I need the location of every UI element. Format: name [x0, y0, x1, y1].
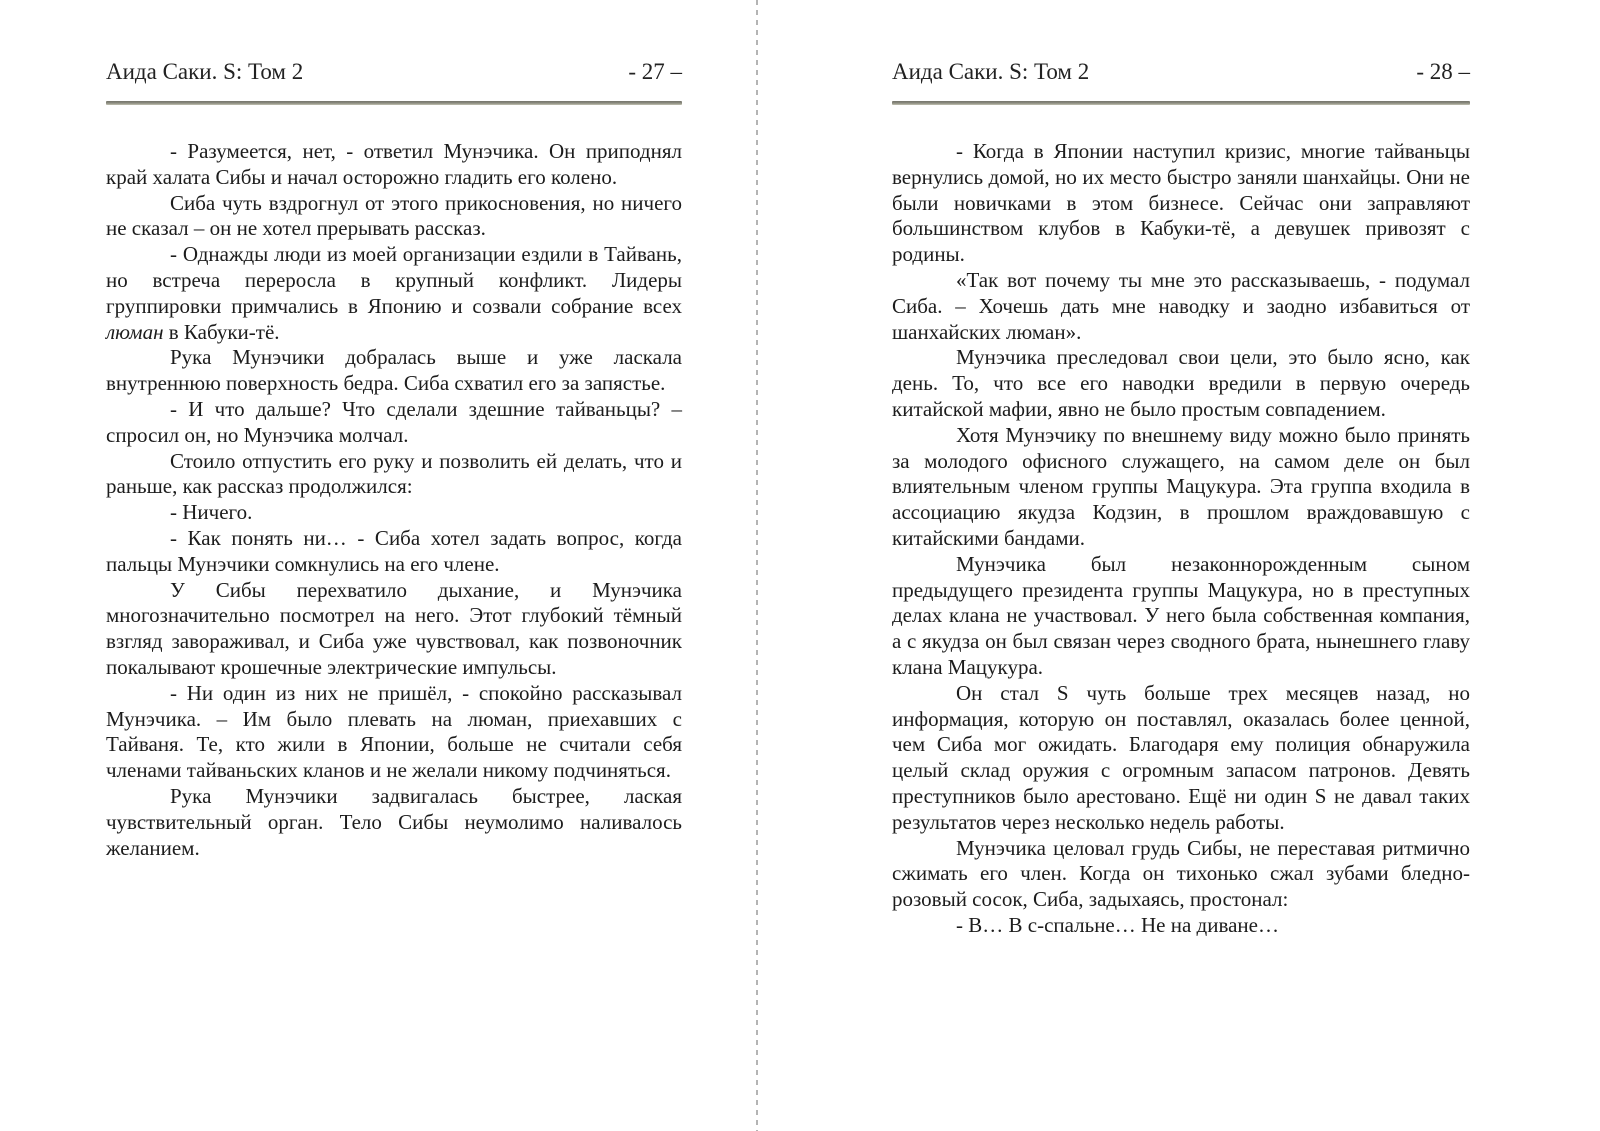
page-28 [892, 0, 1470, 939]
italic-term: люман [106, 319, 164, 344]
paragraph [106, 242, 682, 345]
text-segment: Рука Мунэчики задвигалась быстрее, лаская чувствительный орган. Тело Сибы неумолимо наливалось желанием. [106, 783, 682, 860]
paragraph [106, 681, 682, 784]
page-header [892, 0, 1470, 86]
page-header [106, 0, 682, 86]
page-27 [106, 0, 682, 861]
paragraph [106, 526, 682, 578]
paragraph [106, 500, 682, 526]
paragraph [892, 139, 1470, 268]
paragraph [892, 836, 1470, 913]
paragraph [106, 191, 682, 243]
text-segment: Мунэчика целовал грудь Сибы, не переставая ритмично сжимать его член. Когда он тихонько сжал зубами бледно-розовый сосок, Сиба, задыхаясь, простонал: [892, 835, 1470, 912]
page-number: - 27 – [628, 59, 682, 84]
paragraph [106, 397, 682, 449]
text-segment: Он стал S чуть больше трех месяцев назад, но информация, которую он поставлял, оказалась более ценной, чем Сиба мог ожидать. Благодаря ему полиция обнаружила целый склад оружия с огромным запасом патронов. Девять преступников было арестовано. Ещё ни один S не давал таких результатов через несколько недель работы. [892, 680, 1470, 834]
paragraph [892, 345, 1470, 422]
text-segment: - Ничего. [170, 500, 253, 525]
book-title: Аида Саки. S: Том 2 [106, 59, 304, 84]
text-segment: - Разумеется, нет, - ответил Мунэчика. Он приподнял край халата Сибы и начал осторожно гладить его колено. [106, 139, 682, 189]
header-rule [106, 101, 682, 105]
text-segment: «Так вот почему ты мне это рассказываешь, - подумал Сиба. – Хочешь дать мне наводку и заодно избавиться от шанхайских люман». [892, 267, 1470, 344]
text-segment: - В… В с-спальне… Не на диване… [956, 912, 1279, 937]
paragraph [106, 345, 682, 397]
text-segment: Мунэчика был незаконнорожденным сыном предыдущего президента группы Мацукура, но в преступных делах клана не участвовал. У него была собственная компания, а с якудза он был связан через сводного брата, нынешнего главу клана Мацукура. [892, 551, 1470, 679]
text-segment: Сиба чуть вздрогнул от этого прикосновения, но ничего не сказал – он не хотел прерывать рассказ. [106, 190, 682, 241]
text-segment: Мунэчика преследовал свои цели, это было ясно, как день. То, что все его наводки вредили в первую очередь китайской мафии, явно не было простым совпадением. [892, 345, 1470, 421]
paragraph [892, 268, 1470, 345]
paragraph [106, 139, 682, 191]
paragraph [106, 784, 682, 861]
text-segment: - И что дальше? Что сделали здешние тайваньцы? – спросил он, но Мунэчика молчал. [106, 396, 682, 447]
page-number: - 28 – [1416, 59, 1470, 84]
paragraph [106, 449, 682, 501]
text-segment: У Сибы перехватило дыхание, и Мунэчика многозначительно посмотрел на него. Этот глубокий тёмный взгляд завораживал, и Сиба уже чувствовал, как позвоночник покалывают крошечные электрические импульсы. [106, 577, 682, 679]
page-divider [756, 0, 758, 1131]
paragraph [892, 681, 1470, 836]
text-segment: Рука Мунэчики добралась выше и уже ласкала внутреннюю поверхность бедра. Сиба схватил его за запястье. [106, 345, 682, 396]
paragraph [892, 552, 1470, 681]
page-text [106, 139, 682, 861]
text-segment: в Кабуки-тё. [163, 319, 280, 344]
text-segment: Хотя Мунэчику по внешнему виду можно было принять за молодого офисного служащего, на самом деле он был влиятельным членом группы Мацукура. Эта группа входила в ассоциацию якудза Кодзин, в прошлом враждовавшую с китайскими бандами. [892, 422, 1470, 550]
paragraph [106, 578, 682, 681]
page-text [892, 139, 1470, 939]
text-segment: - Когда в Японии наступил кризис, многие тайваньцы вернулись домой, но их место быстро заняли шанхайцы. Они не были новичками в этом бизнесе. Сейчас они заправляют большинством клубов в Кабуки-тё, а девушек привозят с родины. [892, 139, 1470, 267]
text-segment: - Ни один из них не пришёл, - спокойно рассказывал Мунэчика. – Им было плевать на люман, приехавших с Тайваня. Те, кто жили в Японии, больше не считали себя членами тайваньских кланов и не желали никому подчиняться. [106, 680, 682, 783]
text-segment: Стоило отпустить его руку и позволить ей делать, что и раньше, как рассказ продолжился: [106, 448, 682, 499]
header-rule [892, 101, 1470, 105]
paragraph [892, 913, 1470, 939]
paragraph [892, 423, 1470, 552]
text-segment: - Однажды люди из моей организации ездили в Тайвань, но встреча переросла в крупный конфликт. Лидеры группировки примчались в Японию и созвали собрание всех [106, 242, 682, 318]
text-segment: - Как понять ни… - Сиба хотел задать вопрос, когда пальцы Мунэчики сомкнулись на его члене. [106, 525, 682, 576]
book-title: Аида Саки. S: Том 2 [892, 59, 1090, 84]
